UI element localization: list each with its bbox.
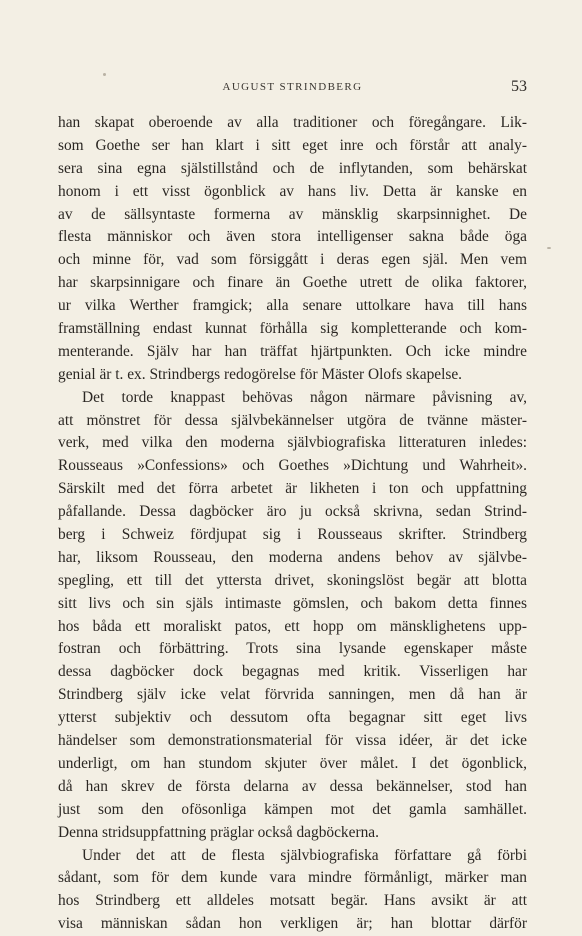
text-line: underligt, om han stundom skjuter över målet. I det ögonblick, bbox=[58, 754, 527, 772]
text-line: Strindberg själv icke velat förvrida sanningen, men då han är bbox=[58, 686, 527, 704]
text-line: av de sällsyntaste formerna av mänsklig skarpsinnighet. De bbox=[58, 205, 527, 223]
page-number: 53 bbox=[511, 78, 527, 95]
text-line: påfallande. Dessa dagböcker äro ju också skrivna, sedan Strind- bbox=[58, 503, 527, 521]
text-line: honom i ett visst ögonblick av hans liv. Detta är kanske en bbox=[58, 182, 527, 200]
text-line: har, liksom Rousseau, den moderna andens behov av självbe- bbox=[58, 548, 527, 566]
text-line: ur vilka Werther framgick; alla senare uttolkare hava till hans bbox=[58, 297, 527, 315]
running-head: AUGUST STRINDBERG bbox=[222, 81, 363, 93]
paper-speck bbox=[103, 73, 106, 76]
text-line: ytterst subjektiv och dessutom ofta begagnar sitt eget livs bbox=[58, 709, 527, 727]
text-line: berg i Schweiz fördjupat sig i Rousseaus skrifter. Strindberg bbox=[58, 526, 527, 544]
text-line: sitt livs och sin själs intimaste gömslen, och bakom detta finnes bbox=[58, 594, 527, 612]
text-line: som Goethe ser han klart i sitt eget inre och förstår att analy- bbox=[58, 136, 527, 154]
body-text bbox=[58, 112, 527, 936]
text-line: Rousseaus »Confessions» och Goethes »Dichtung und Wahrheit». bbox=[58, 457, 527, 475]
text-line: dessa dagböcker dock begagnas med kritik. Visserligen har bbox=[58, 663, 527, 681]
text-line: Under det att de flesta självbiografiska författare gå förbi bbox=[82, 846, 527, 864]
text-line: framställning endast kunnat förhålla sig kompletterande och kom- bbox=[58, 320, 527, 338]
text-line: och minne för, vad som försiggått i deras egen själ. Men vem bbox=[58, 251, 527, 269]
text-line: Särskilt med det förra arbetet är likheten i ton och uppfattning bbox=[58, 480, 527, 498]
text-line: just som den ofösonliga kämpen mot det gamla samhället. bbox=[58, 800, 527, 818]
text-line: genial är t. ex. Strindbergs redogörelse för Mäster Olofs skapelse. bbox=[58, 365, 463, 383]
text-line: Det torde knappast behövas någon närmare påvisning av, bbox=[82, 388, 527, 406]
text-line: visa människan sådan hon verkligen är; han blottar därför bbox=[58, 915, 527, 933]
text-line: sera sina egna själstillstånd och de inflytanden, som behärskat bbox=[58, 159, 527, 177]
text-line: verk, med vilka den moderna självbiografiska litteraturen inledes: bbox=[58, 434, 527, 452]
text-line: har skarpsinnigare och finare än Goethe utrett de olika faktorer, bbox=[58, 274, 527, 292]
text-line: fostran och förbättring. Trots sina lysande egenskaper måste bbox=[58, 640, 527, 658]
text-line: hos båda ett moraliskt patos, ett hopp om mänsklighetens upp- bbox=[58, 617, 527, 635]
text-line: menterande. Själv har han träffat hjärtpunkten. Och icke mindre bbox=[58, 342, 527, 360]
text-line: Denna stridsuppfattning präglar också dagböckerna. bbox=[58, 823, 379, 841]
text-line: hos Strindberg ett alldeles motsatt begär. Hans avsikt är att bbox=[58, 892, 527, 910]
paper-speck bbox=[547, 247, 551, 249]
page-header bbox=[58, 78, 527, 100]
text-line: flesta människor och även stora intelligenser sakna både öga bbox=[58, 228, 527, 246]
text-line: då han skrev de första delarna av dessa bekännelser, stod han bbox=[58, 777, 527, 795]
text-line: att mönstret för dessa självbekännelser utgöra de tvänne mäster- bbox=[58, 411, 527, 429]
text-line: händelser som demonstrationsmaterial för vissa idéer, är det icke bbox=[58, 732, 527, 750]
text-line: sådant, som för dem kunde vara mindre förmånligt, märker man bbox=[58, 869, 527, 887]
text-line: han skapat oberoende av alla traditioner och föregångare. Lik- bbox=[58, 114, 527, 131]
text-line: spegling, ett till det yttersta drivet, skoningslöst begär att blotta bbox=[58, 571, 527, 589]
